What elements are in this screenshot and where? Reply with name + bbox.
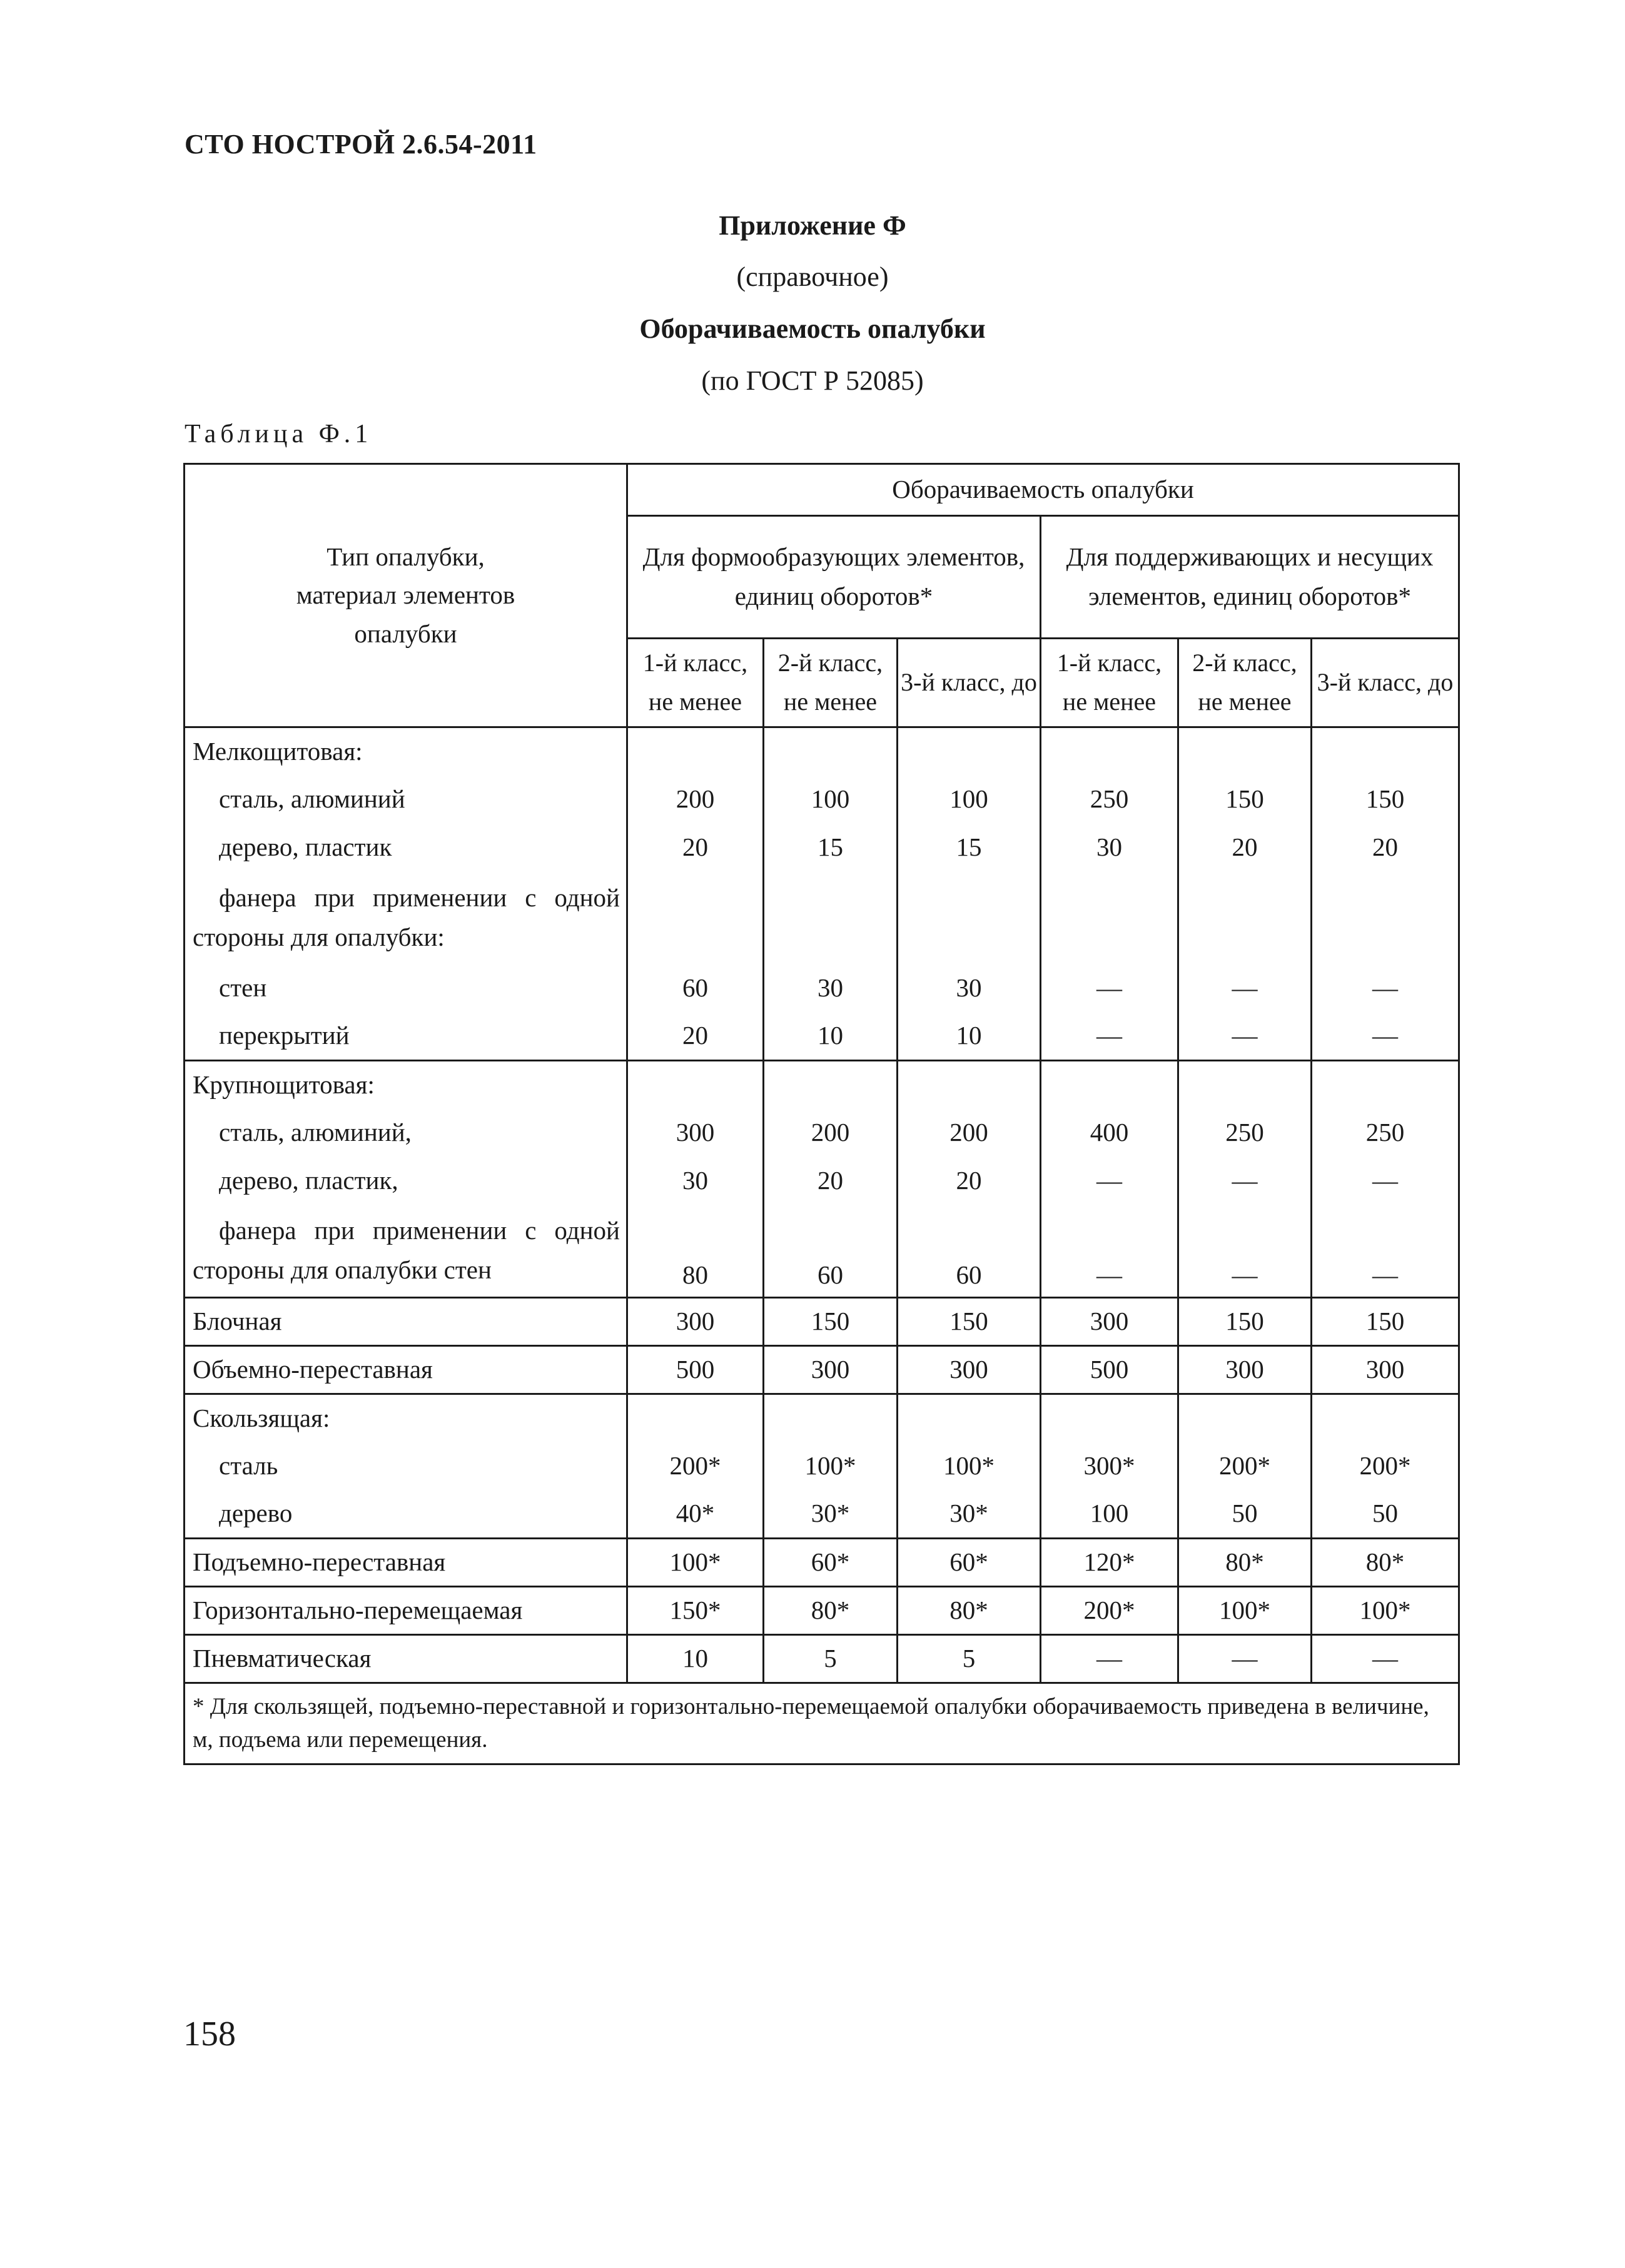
row-label: фанера при применении с одной стороны для опалубки: bbox=[185, 871, 627, 964]
table-cell: 60* bbox=[764, 1538, 898, 1586]
table-cell: 20 bbox=[764, 1157, 898, 1205]
table-cell: 250 bbox=[1041, 775, 1178, 823]
table-row bbox=[185, 775, 1459, 823]
table-cell: 20 bbox=[1178, 823, 1312, 871]
appendix-heading: Оборачиваемость опалубки bbox=[639, 313, 986, 344]
table-cell bbox=[1041, 871, 1178, 964]
table-cell: 150 bbox=[764, 1297, 898, 1345]
class-header: 2-й класс, не менее bbox=[764, 638, 898, 727]
table-row bbox=[185, 1538, 1459, 1586]
table-cell: 20 bbox=[627, 1012, 764, 1060]
table-cell: 5 bbox=[898, 1634, 1041, 1683]
table-cell: 150 bbox=[1178, 775, 1312, 823]
table-cell: 40* bbox=[627, 1490, 764, 1538]
table-cell: — bbox=[1041, 1157, 1178, 1205]
table-cell: 150 bbox=[898, 1297, 1041, 1345]
table-cell bbox=[898, 871, 1041, 964]
table-cell: 80* bbox=[898, 1586, 1041, 1634]
table-cell: 30 bbox=[1041, 823, 1178, 871]
row-label: дерево bbox=[185, 1490, 627, 1538]
section-label: Скользящая: bbox=[185, 1394, 627, 1442]
table-cell: 30* bbox=[898, 1490, 1041, 1538]
table-cell: 500 bbox=[627, 1345, 764, 1394]
class-header: 2-й класс, не менее bbox=[1178, 638, 1312, 727]
section-label: Крупнощитовая: bbox=[185, 1060, 627, 1108]
table-cell: 5 bbox=[764, 1634, 898, 1683]
table-cell bbox=[1178, 1394, 1312, 1442]
table-cell bbox=[1178, 1060, 1312, 1108]
table-cell: 20 bbox=[898, 1157, 1041, 1205]
row-label: сталь, алюминий bbox=[185, 775, 627, 823]
table-cell: 500 bbox=[1041, 1345, 1178, 1394]
table-cell: — bbox=[1178, 1634, 1312, 1683]
table-cell bbox=[764, 1394, 898, 1442]
appendix-title: Приложение Ф bbox=[719, 210, 906, 241]
appendix-reference: (по ГОСТ Р 52085) bbox=[701, 365, 924, 396]
table-cell: 30 bbox=[898, 964, 1041, 1012]
table-cell: 150 bbox=[1312, 1297, 1459, 1345]
table-cell: 100* bbox=[1312, 1586, 1459, 1634]
table-row bbox=[185, 823, 1459, 871]
table-cell: 150 bbox=[1178, 1297, 1312, 1345]
group-header: Оборачиваемость опалубки bbox=[627, 464, 1459, 516]
table-cell bbox=[627, 727, 764, 775]
col-type-header: Тип опалубки, материал элементов опалубки bbox=[185, 464, 627, 727]
table-cell: 200 bbox=[627, 775, 764, 823]
row-label: перекрытий bbox=[185, 1012, 627, 1060]
table-cell: 60 bbox=[764, 1205, 898, 1297]
table-cell bbox=[1312, 1060, 1459, 1108]
table-row bbox=[185, 871, 1459, 964]
table-cell: 10 bbox=[898, 1012, 1041, 1060]
table-row bbox=[185, 964, 1459, 1012]
table-cell: 300 bbox=[627, 1297, 764, 1345]
table-row bbox=[185, 1442, 1459, 1490]
table-cell: 100* bbox=[764, 1442, 898, 1490]
table-cell: 60* bbox=[898, 1538, 1041, 1586]
table-cell: — bbox=[1041, 964, 1178, 1012]
table-cell: — bbox=[1178, 1205, 1312, 1297]
table-cell: 50 bbox=[1178, 1490, 1312, 1538]
document-code: СТО НОСТРОЙ 2.6.54-2011 bbox=[185, 129, 537, 159]
table-cell bbox=[627, 1060, 764, 1108]
table-row bbox=[185, 1108, 1459, 1157]
table-cell: 60 bbox=[898, 1205, 1041, 1297]
table-body bbox=[185, 727, 1459, 1683]
sub-header-supporting: Для поддерживающих и несущих элементов, единиц оборотов* bbox=[1041, 515, 1459, 638]
table-cell: 400 bbox=[1041, 1108, 1178, 1157]
page-number: 158 bbox=[183, 2015, 236, 2053]
table-cell: 100 bbox=[898, 775, 1041, 823]
table-cell: — bbox=[1178, 964, 1312, 1012]
table-cell: 300 bbox=[1312, 1345, 1459, 1394]
section-label: Мелкощитовая: bbox=[185, 727, 627, 775]
table-cell: — bbox=[1041, 1012, 1178, 1060]
table-cell bbox=[1312, 871, 1459, 964]
table-cell: 80* bbox=[1178, 1538, 1312, 1586]
table-cell: 300* bbox=[1041, 1442, 1178, 1490]
table-cell: — bbox=[1312, 964, 1459, 1012]
table-cell: — bbox=[1178, 1012, 1312, 1060]
table-cell bbox=[1041, 1060, 1178, 1108]
table-cell bbox=[764, 1060, 898, 1108]
row-label: Пневматическая bbox=[185, 1634, 627, 1683]
table-cell: — bbox=[1312, 1012, 1459, 1060]
table-cell: 60 bbox=[627, 964, 764, 1012]
table-cell bbox=[1041, 727, 1178, 775]
table-row bbox=[185, 1345, 1459, 1394]
row-label: фанера при применении с одной стороны для опалубки стен bbox=[185, 1205, 627, 1297]
section-header-row bbox=[185, 727, 1459, 775]
table-cell: 150* bbox=[627, 1586, 764, 1634]
table-cell bbox=[627, 871, 764, 964]
table-caption: Таблица Ф.1 bbox=[185, 420, 373, 448]
table-cell bbox=[898, 1060, 1041, 1108]
row-label: стен bbox=[185, 964, 627, 1012]
row-label: сталь, алюминий, bbox=[185, 1108, 627, 1157]
table-cell: 30 bbox=[627, 1157, 764, 1205]
table-cell bbox=[1312, 727, 1459, 775]
class-header: 3-й класс, до bbox=[898, 638, 1041, 727]
table-row bbox=[185, 1634, 1459, 1683]
table-cell: 250 bbox=[1178, 1108, 1312, 1157]
table-cell: 20 bbox=[627, 823, 764, 871]
table-cell: 100* bbox=[1178, 1586, 1312, 1634]
table-footnote: * Для скользящей, подъемно-переставной и горизонтально-перемещаемой опалубки оборачиваемость приведена в величине, м, подъема или перемещения. bbox=[185, 1683, 1459, 1764]
table-row bbox=[185, 1205, 1459, 1297]
table-row bbox=[185, 1012, 1459, 1060]
table-cell: 15 bbox=[764, 823, 898, 871]
table-cell: 200* bbox=[627, 1442, 764, 1490]
row-label: Горизонтально-перемещаемая bbox=[185, 1586, 627, 1634]
table-cell: 30 bbox=[764, 964, 898, 1012]
table-header bbox=[185, 464, 1459, 727]
table-cell: 200* bbox=[1178, 1442, 1312, 1490]
table-cell: 10 bbox=[764, 1012, 898, 1060]
table-row bbox=[185, 1490, 1459, 1538]
table-cell: 30* bbox=[764, 1490, 898, 1538]
appendix-subtitle: (справочное) bbox=[736, 261, 889, 292]
table-cell: 100 bbox=[1041, 1490, 1178, 1538]
sub-header-forming: Для формообразующих элементов, единиц оборотов* bbox=[627, 515, 1041, 638]
table-cell: 150 bbox=[1312, 775, 1459, 823]
table-cell: 15 bbox=[898, 823, 1041, 871]
table-cell: 100* bbox=[627, 1538, 764, 1586]
table-cell bbox=[898, 1394, 1041, 1442]
table-cell bbox=[1178, 871, 1312, 964]
row-label: Объемно-переставная bbox=[185, 1345, 627, 1394]
table-cell: 20 bbox=[1312, 823, 1459, 871]
table-cell: — bbox=[1178, 1157, 1312, 1205]
row-label: дерево, пластик, bbox=[185, 1157, 627, 1205]
table-cell: 10 bbox=[627, 1634, 764, 1683]
table-cell: 80* bbox=[1312, 1538, 1459, 1586]
table-cell: 80 bbox=[627, 1205, 764, 1297]
table-cell: 300 bbox=[764, 1345, 898, 1394]
table-cell: 250 bbox=[1312, 1108, 1459, 1157]
section-header-row bbox=[185, 1060, 1459, 1108]
table-cell: — bbox=[1312, 1157, 1459, 1205]
table-cell: 200* bbox=[1041, 1586, 1178, 1634]
table-cell: 300 bbox=[1178, 1345, 1312, 1394]
table-cell: — bbox=[1312, 1205, 1459, 1297]
class-header: 1-й класс, не менее bbox=[627, 638, 764, 727]
table-cell: 80* bbox=[764, 1586, 898, 1634]
row-label: дерево, пластик bbox=[185, 823, 627, 871]
table-cell bbox=[898, 727, 1041, 775]
table-cell: — bbox=[1041, 1205, 1178, 1297]
table-cell: 200 bbox=[898, 1108, 1041, 1157]
table-cell bbox=[1178, 727, 1312, 775]
table-cell bbox=[627, 1394, 764, 1442]
table-row bbox=[185, 1586, 1459, 1634]
table-cell: 200 bbox=[764, 1108, 898, 1157]
row-label: Подъемно-переставная bbox=[185, 1538, 627, 1586]
table-cell bbox=[1041, 1394, 1178, 1442]
section-header-row bbox=[185, 1394, 1459, 1442]
table-cell: 100 bbox=[764, 775, 898, 823]
table-cell bbox=[764, 727, 898, 775]
table-row bbox=[185, 1297, 1459, 1345]
table-row bbox=[185, 1157, 1459, 1205]
row-label: сталь bbox=[185, 1442, 627, 1490]
table-cell: 300 bbox=[627, 1108, 764, 1157]
table-cell: 50 bbox=[1312, 1490, 1459, 1538]
class-header: 1-й класс, не менее bbox=[1041, 638, 1178, 727]
table-cell: 300 bbox=[1041, 1297, 1178, 1345]
row-label: Блочная bbox=[185, 1297, 627, 1345]
table-cell: — bbox=[1312, 1634, 1459, 1683]
table-cell: 120* bbox=[1041, 1538, 1178, 1586]
table-cell: 200* bbox=[1312, 1442, 1459, 1490]
table-cell: 300 bbox=[898, 1345, 1041, 1394]
table-cell: 100* bbox=[898, 1442, 1041, 1490]
table-cell bbox=[764, 871, 898, 964]
formwork-turnover-table bbox=[183, 463, 1460, 1765]
class-header: 3-й класс, до bbox=[1312, 638, 1459, 727]
table-cell: — bbox=[1041, 1634, 1178, 1683]
table-cell bbox=[1312, 1394, 1459, 1442]
